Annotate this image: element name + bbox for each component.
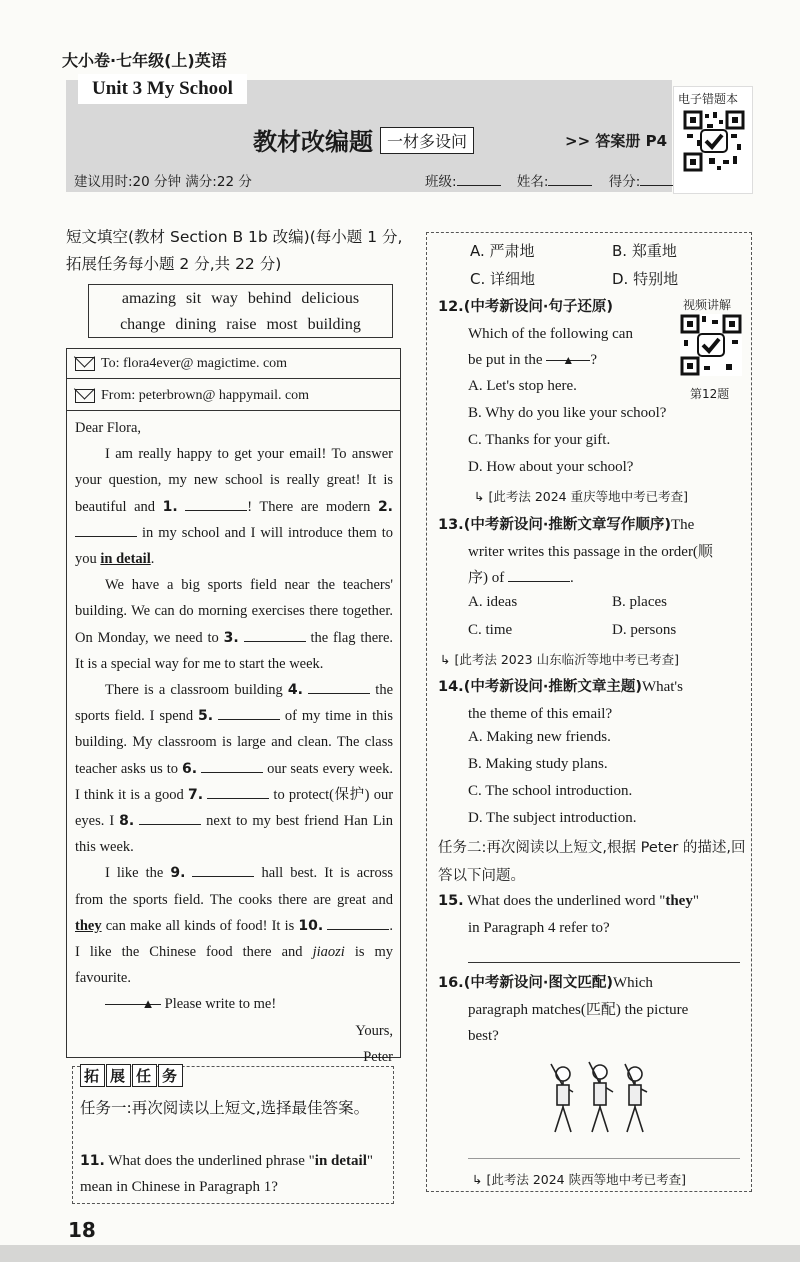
q13-source-note: ↳ [此考法 2023 山东临沂等地中考已考查] xyxy=(440,652,679,667)
closing: Yours, xyxy=(355,1022,393,1039)
paragraph-1: I am really happy to get your email! To answer your question, my new school is really great! It is beautiful and 1. ! There are modern 2. in my school and I will introduce them to you in detail. xyxy=(75,446,394,568)
q12-source-note: ↳ [此考法 2024 重庆等地中考已考查] xyxy=(474,489,688,504)
video-qr-code-icon[interactable] xyxy=(680,314,742,376)
word-bank xyxy=(88,284,393,338)
page-edge xyxy=(0,1245,800,1262)
arrow-icon: ↳ xyxy=(474,489,485,504)
class-blank[interactable] xyxy=(457,172,501,186)
time-info: 建议用时:20 分钟 满分:22 分 xyxy=(74,174,252,190)
page-title: 教材改编题 xyxy=(253,128,373,156)
email-to: To: flora4ever@ magictime. com xyxy=(101,356,288,371)
exercising-students-illustration xyxy=(545,1052,655,1142)
q11-option-c[interactable]: C. 详细地 xyxy=(470,270,536,288)
unit-title: Unit 3 My School xyxy=(78,74,247,104)
paragraph-2: We have a big sports field near the teachers' building. We can do morning exercises there together. On Monday, we need to 3. the flag there. It is a special way for me to start the week. xyxy=(75,577,394,672)
q11-option-b[interactable]: B. 郑重地 xyxy=(612,242,677,260)
question-13: 13.(中考新设问·推断文章写作顺序)The writer writes this passage in the order(顺 序) of . xyxy=(438,517,713,586)
answer-blank-3[interactable] xyxy=(244,628,306,642)
answer-blank-9[interactable] xyxy=(192,863,254,877)
exercise-instructions: 短文填空(教材 Section B 1b 改编)(每小题 1 分,拓展任务每小题 2 分,共 22 分) xyxy=(66,228,403,273)
envelope-icon xyxy=(75,389,95,403)
question-11: 11. What does the underlined phrase "in detail" mean in Chinese in Paragraph 1? xyxy=(80,1153,373,1195)
answer-blank-5[interactable] xyxy=(218,706,280,720)
task-one-instructions: 任务一:再次阅读以上短文,选择最佳答案。 xyxy=(80,1099,370,1117)
sentence-blank[interactable]: ▲ xyxy=(105,991,161,1005)
email-to-row xyxy=(67,349,400,379)
score-label: 得分: xyxy=(608,174,641,190)
paragraph-5: ▲ Please write to me! xyxy=(75,991,393,1017)
q12-option-d[interactable]: D. How about your school? xyxy=(468,459,634,475)
name-label: 姓名: xyxy=(516,174,549,190)
name-blank[interactable] xyxy=(548,172,592,186)
student-info xyxy=(425,170,696,190)
email-letter xyxy=(66,348,401,1065)
q12-option-c[interactable]: C. Thanks for your gift. xyxy=(468,432,611,448)
picture-baseline xyxy=(468,1158,740,1159)
paragraph-4: I like the 9. hall best. It is across from the sports field. The cooks there are great and they can make all kinds of food! It is 10. . I like the Chinese food there and jiaozi is my favourite. xyxy=(75,865,394,987)
q14-option-b[interactable]: B. Making study plans. xyxy=(468,756,608,772)
page-number: 18 xyxy=(68,1218,96,1242)
q11-option-a[interactable]: A. 严肃地 xyxy=(470,242,535,260)
question-16: 16.(中考新设问·图文匹配)Which paragraph matches(匹配) the picture best? xyxy=(438,975,689,1044)
q13-option-a[interactable]: A. ideas xyxy=(468,594,518,610)
answer-blank-7[interactable] xyxy=(207,785,269,799)
class-label: 班级: xyxy=(425,174,457,190)
paragraph-3: There is a classroom building 4. the sports field. I spend 5. of my time in this building. My classroom is large and clean. The class teacher asks us to 6. our seats every week. I think it is a good 7. to protect(保护) our eyes. I 8. next to my best friend Han Lin this week. xyxy=(75,682,394,856)
q13-blank[interactable] xyxy=(508,568,570,582)
answer-blank-8[interactable] xyxy=(139,811,201,825)
q15-answer-line[interactable] xyxy=(468,962,740,963)
q14-option-c[interactable]: C. The school introduction. xyxy=(468,783,633,799)
video-qr-label: 视频讲解 xyxy=(683,298,732,312)
question-14: 14.(中考新设问·推断文章主题)What's the theme of this email? xyxy=(438,679,683,722)
q11-option-d[interactable]: D. 特别地 xyxy=(612,270,679,288)
q12-option-a[interactable]: A. Let's stop here. xyxy=(468,378,577,394)
underlined-word: they xyxy=(75,917,102,934)
answer-blank-10[interactable] xyxy=(327,916,389,930)
letter-body xyxy=(75,415,393,1070)
email-from-row xyxy=(67,381,400,411)
arrow-icon: ↳ xyxy=(472,1172,483,1187)
q16-source-note: ↳ [此考法 2024 陕西等地中考已考查] xyxy=(472,1172,686,1187)
word-bank-row-1: amazing sit way behind delicious xyxy=(121,290,360,307)
signature: Peter xyxy=(363,1048,393,1065)
book-title: 大小卷·七年级(上)英语 xyxy=(62,51,227,70)
q13-option-d[interactable]: D. persons xyxy=(612,622,677,638)
q12-option-b[interactable]: B. Why do you like your school? xyxy=(468,405,667,421)
email-from: From: peterbrown@ happymail. com xyxy=(101,388,310,403)
answer-blank-1[interactable] xyxy=(185,497,247,511)
q13-option-b[interactable]: B. places xyxy=(612,594,667,610)
q14-option-d[interactable]: D. The subject introduction. xyxy=(468,810,637,826)
answer-blank-6[interactable] xyxy=(201,759,263,773)
answer-blank-2[interactable] xyxy=(75,523,137,537)
arrow-icon: ↳ xyxy=(440,652,451,667)
answer-reference: >> 答案册 P4 xyxy=(565,132,668,150)
underlined-phrase: in detail xyxy=(100,551,151,568)
q13-option-c[interactable]: C. time xyxy=(468,622,513,638)
word-bank-row-2: change dining raise most building xyxy=(120,316,361,333)
qr-code-icon[interactable] xyxy=(683,110,745,172)
question-15: 15. What does the underlined word "they" in Paragraph 4 refer to? xyxy=(438,893,699,936)
q14-option-a[interactable]: A. Making new friends. xyxy=(468,729,611,745)
qr-label: 电子错题本 xyxy=(678,92,739,106)
video-qr-caption: 第12题 xyxy=(690,387,730,401)
title-tag: 一材多设问 xyxy=(380,127,474,154)
extension-tag: 拓 展 任 务 xyxy=(80,1064,184,1087)
question-12: 12.(中考新设问·句子还原) Which of the following can be put in the ▲ ? xyxy=(438,299,633,368)
salutation: Dear Flora, xyxy=(75,420,142,436)
envelope-icon xyxy=(75,357,95,371)
answer-blank-4[interactable] xyxy=(308,680,370,694)
q12-blank[interactable]: ▲ xyxy=(546,347,590,361)
task-two-instructions: 任务二:再次阅读以上短文,根据 Peter 的描述,回答以下问题。 xyxy=(438,840,746,884)
